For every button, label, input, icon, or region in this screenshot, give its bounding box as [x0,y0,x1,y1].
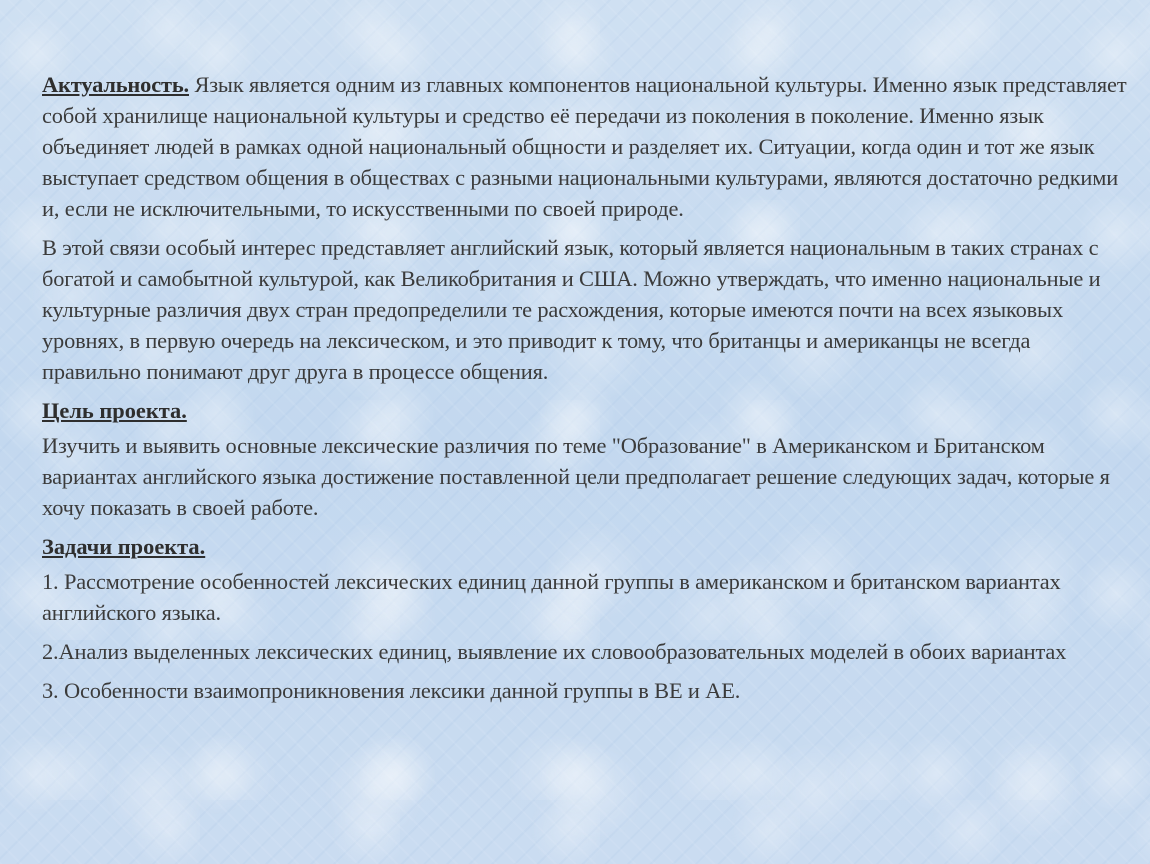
relevance-paragraph [42,69,1127,224]
task-item-2: 2.Анализ выделенных лексических единиц, выявление их словообразовательных моделей в обоих вариантах [42,639,1067,664]
interest-paragraph: В этой связи особый интерес представляет английский язык, который является национальным в таких странах с богатой и самобытной культурой, как Великобритания и США. Можно утверждать, что именно национальные и культурные различия двух стран предопределили те расхождения, которые имеются почти на всех языковых уровнях, в первую очередь на лексическом, и это приводит к тому, что британцы и американцы не всегда правильно понимают друг друга в процессе общения. [42,235,1101,384]
slide-content [42,69,1127,714]
goal-heading: Цель проекта. [42,398,187,423]
task-item-1: 1. Рассмотрение особенностей лексических единиц данной группы в американском и британском вариантах английского языка. [42,569,1061,625]
task-item-3: 3. Особенности взаимопроникновения лексики данной группы в BE и AE. [42,678,741,703]
relevance-text: Язык является одним из главных компонентов национальной культуры. Именно язык представляет собой хранилище национальной культуры и средство её передачи из поколения в поколение. Именно язык объединяет людей в рамках одной национальный общности и разделяет их. Ситуации, когда один и тот же язык выступает средством общения в обществах с разными национальными культурами, являются достаточно редкими и, если не исключительными, то искусственными по своей природе. [42,72,1127,221]
goal-text: Изучить и выявить основные лексические различия по теме "Образование" в Американском и Британском вариантах английского языка достижение поставленной цели предполагает решение следующих задач, которые я хочу показать в своей работе. [42,433,1110,520]
tasks-heading: Задачи проекта. [42,534,206,559]
relevance-heading: Актуальность. [42,72,189,97]
